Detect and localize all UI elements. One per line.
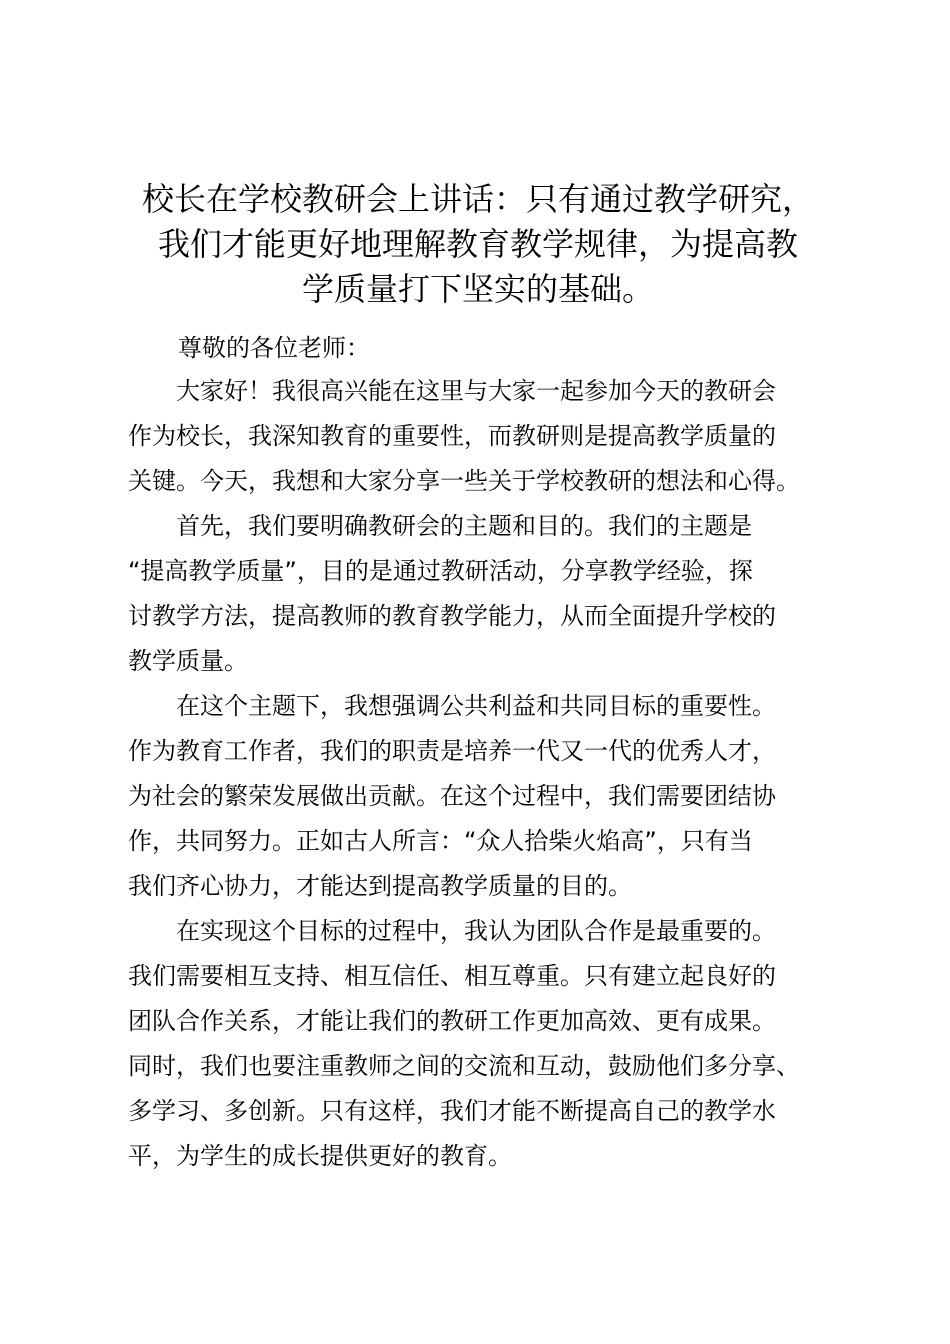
paragraph-line: 平，为学生的成长提供更好的教育。 bbox=[128, 1142, 512, 1170]
paragraph-line: 在这个主题下，我想强调公共利益和共同目标的重要性。 bbox=[128, 692, 776, 720]
paragraph-line: 在实现这个目标的过程中，我认为团队合作是最重要的。 bbox=[128, 917, 776, 945]
paragraph-line: 教学质量。 bbox=[128, 647, 248, 675]
title-line: 学质量打下坚实的基础。 bbox=[301, 270, 654, 308]
paragraph-line: 大家好！我很高兴能在这里与大家一起参加今天的教研会 bbox=[128, 377, 776, 405]
paragraph-line: 为社会的繁荣发展做出贡献。在这个过程中，我们需要团结协 bbox=[128, 782, 776, 810]
paragraph-3 bbox=[128, 684, 776, 909]
paragraph-line: 关键。今天，我想和大家分享一些关于学校教研的想法和心得。 bbox=[128, 467, 800, 495]
paragraph-line: 团队合作关系，才能让我们的教研工作更加高效、更有成果。 bbox=[128, 1007, 776, 1035]
paragraph-line: 我们需要相互支持、相互信任、相互尊重。只有建立起良好的 bbox=[128, 962, 776, 990]
document-title bbox=[118, 172, 838, 307]
paragraph-line: 我们齐心协力，才能达到提高教学质量的目的。 bbox=[128, 872, 632, 900]
paragraph-line: 首先，我们要明确教研会的主题和目的。我们的主题是 bbox=[128, 512, 752, 540]
paragraph-line: “提高教学质量”，目的是通过教研活动，分享教学经验，探 bbox=[128, 557, 753, 585]
title-line: 我们才能更好地理解教育教学规律，为提高教 bbox=[157, 225, 798, 263]
paragraph-1 bbox=[128, 369, 800, 504]
paragraph-line: 作，共同努力。正如古人所言：“众人拾柴火焰高”，只有当 bbox=[128, 827, 753, 855]
paragraph-line: 作为校长，我深知教育的重要性，而教研则是提高教学质量的 bbox=[128, 422, 776, 450]
paragraph-line: 讨教学方法，提高教师的教育教学能力，从而全面提升学校的 bbox=[128, 602, 776, 630]
paragraph-line: 多学习、多创新。只有这样，我们才能不断提高自己的教学水 bbox=[128, 1097, 776, 1125]
paragraph-2 bbox=[128, 504, 776, 684]
title-line: 校长在学校教研会上讲话：只有通过教学研究， bbox=[141, 180, 814, 218]
paragraph-4 bbox=[128, 909, 800, 1179]
paragraph-line: 同时，我们也要注重教师之间的交流和互动，鼓励他们多分享、 bbox=[128, 1052, 800, 1080]
greeting: 尊敬的各位老师： bbox=[178, 334, 370, 362]
paragraph-line: 作为教育工作者，我们的职责是培养一代又一代的优秀人才， bbox=[128, 737, 776, 765]
